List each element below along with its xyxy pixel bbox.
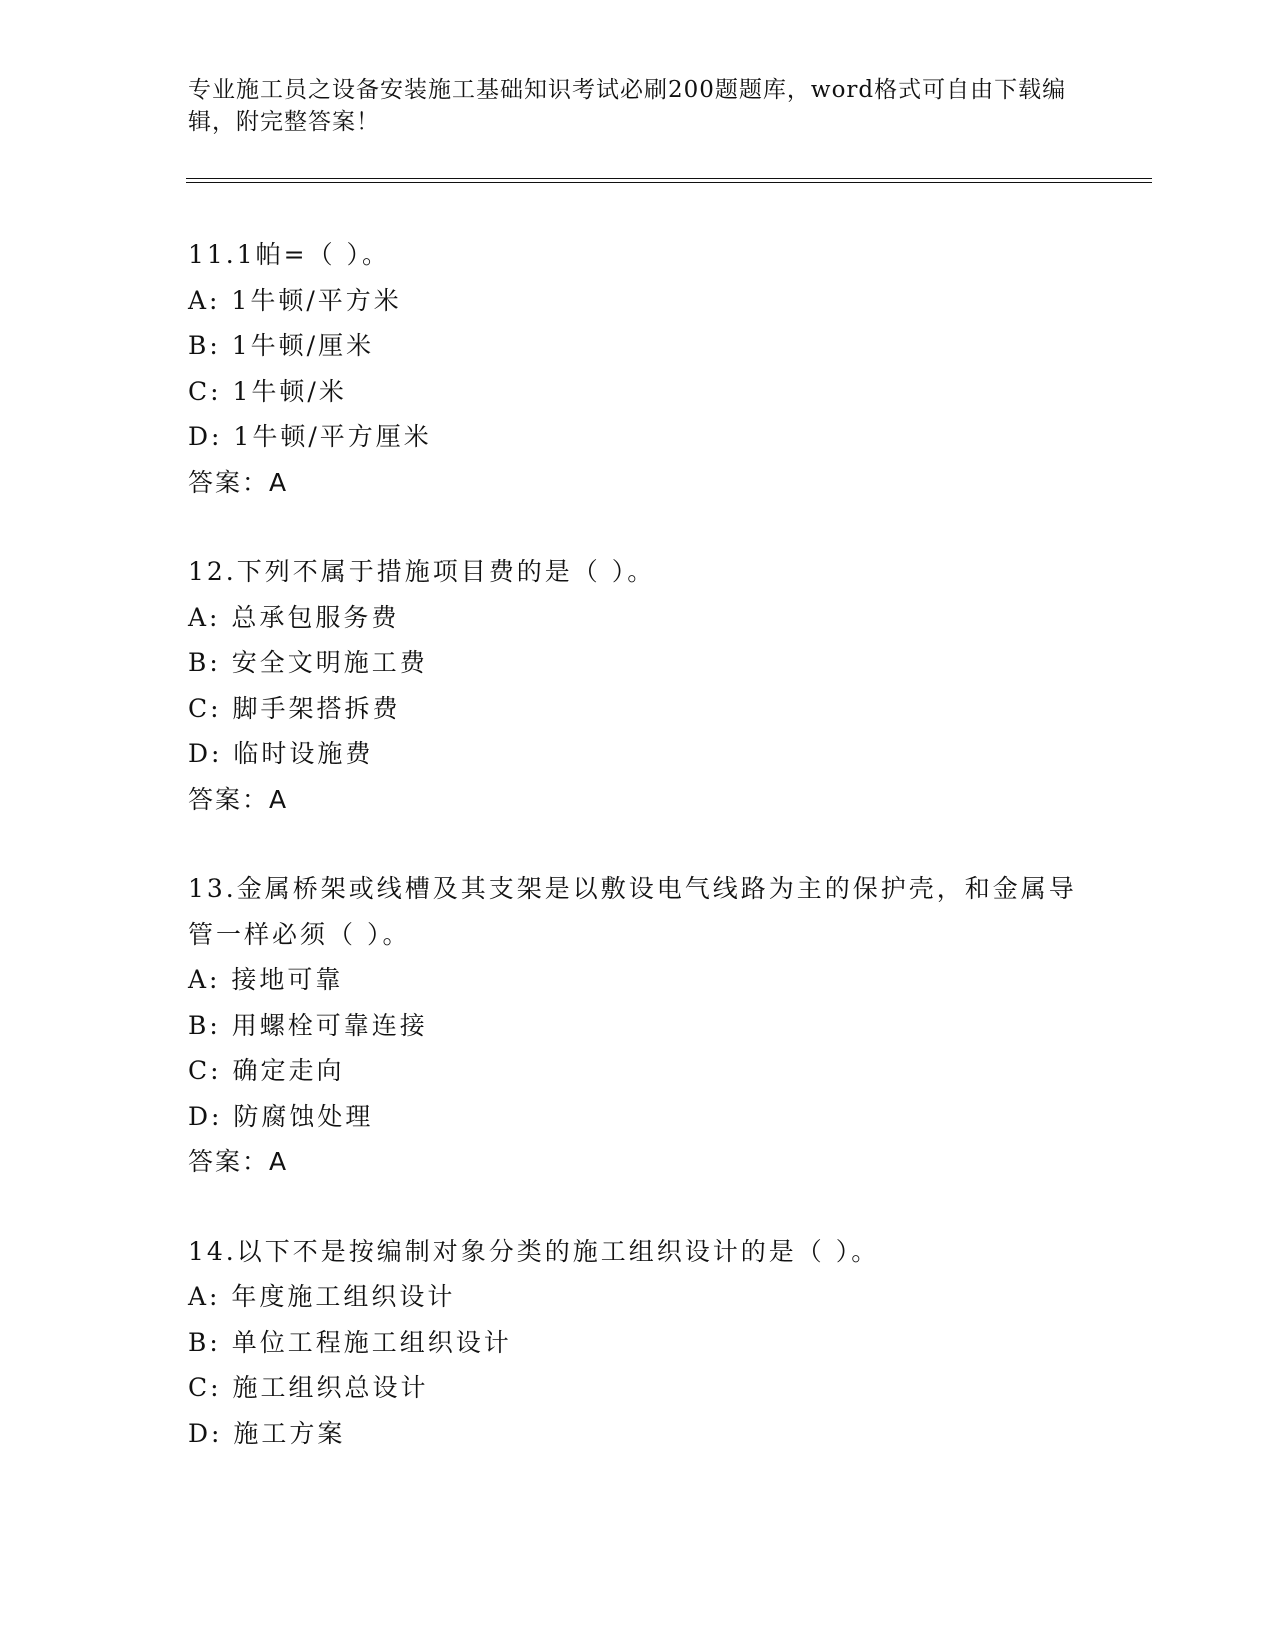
option-c: C: 确定走向 bbox=[188, 1056, 345, 1085]
option-b: B: 1牛顿/厘米 bbox=[188, 331, 375, 360]
option-d: D: 防腐蚀处理 bbox=[188, 1101, 374, 1131]
answer-label: 答案：A bbox=[188, 467, 289, 497]
question-14 bbox=[188, 1229, 1088, 1457]
question-stem: 11.1帕=（ ）。 bbox=[188, 240, 391, 269]
option-a: A: 1牛顿/平方米 bbox=[188, 285, 402, 315]
question-list bbox=[188, 232, 1088, 1500]
question-stem: 14.以下不是按编制对象分类的施工组织设计的是（ ）。 bbox=[188, 1236, 880, 1266]
option-d: D: 1牛顿/平方厘米 bbox=[188, 422, 432, 451]
option-b: B: 安全文明施工费 bbox=[188, 648, 428, 677]
question-13 bbox=[188, 866, 1088, 1185]
option-c: C: 施工组织总设计 bbox=[188, 1373, 429, 1402]
answer-label: 答案：A bbox=[188, 1147, 289, 1176]
option-d: D: 临时设施费 bbox=[188, 739, 374, 768]
option-b: B: 用螺栓可靠连接 bbox=[188, 1010, 428, 1040]
document-header: 专业施工员之设备安装施工基础知识考试必刷200题题库，word格式可自由下载编辑，附完整答案！ bbox=[188, 77, 1067, 135]
option-a: A: 总承包服务费 bbox=[188, 602, 400, 632]
option-c: C: 脚手架搭拆费 bbox=[188, 693, 401, 723]
question-11 bbox=[188, 232, 1088, 505]
header-divider-top bbox=[186, 178, 1152, 179]
answer-label: 答案：A bbox=[188, 784, 289, 814]
option-a: A: 接地可靠 bbox=[188, 965, 344, 994]
option-a: A: 年度施工组织设计 bbox=[188, 1282, 456, 1311]
option-c: C: 1牛顿/米 bbox=[188, 376, 347, 406]
question-stem: 13.金属桥架或线槽及其支架是以敷设电气线路为主的保护壳，和金属导管一样必须（ ）。 bbox=[188, 874, 1077, 949]
option-d: D: 施工方案 bbox=[188, 1418, 346, 1448]
header-divider-bottom bbox=[186, 182, 1152, 183]
question-12 bbox=[188, 549, 1088, 822]
option-b: B: 单位工程施工组织设计 bbox=[188, 1327, 512, 1357]
question-stem: 12.下列不属于措施项目费的是（ ）。 bbox=[188, 557, 656, 586]
